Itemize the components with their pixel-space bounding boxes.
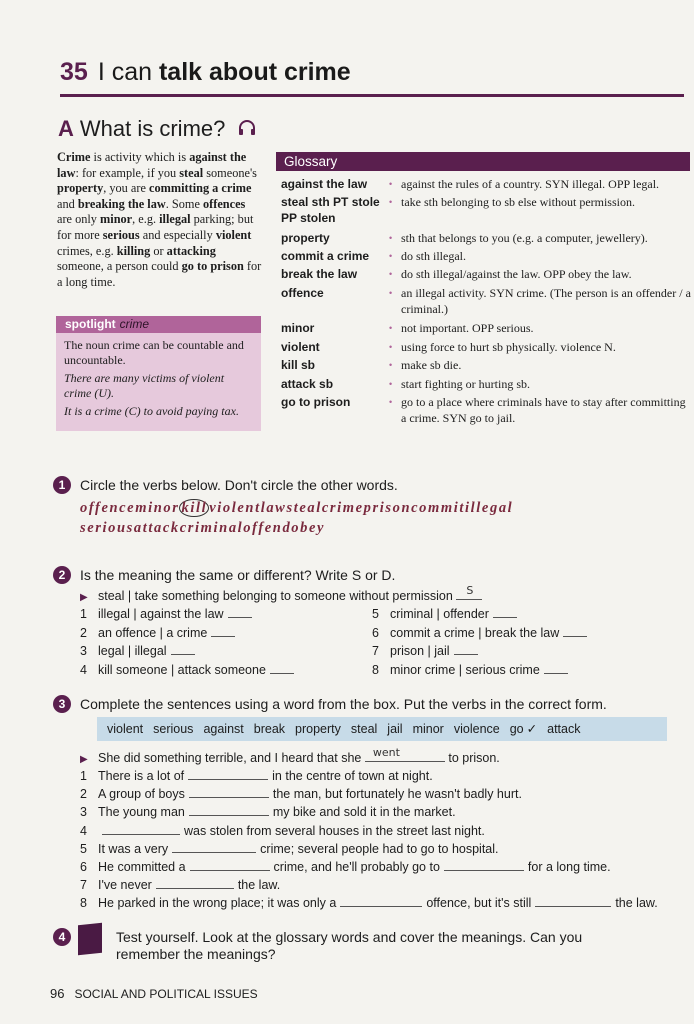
sentence-text: the law.: [237, 878, 281, 893]
example-arrow-icon: ▶: [80, 592, 88, 603]
item-text: prison | jail: [390, 644, 450, 658]
glossary-term: kill sb: [281, 358, 316, 372]
spotlight-line: The noun crime can be countable and uncountable.: [64, 338, 244, 367]
item-number: 1: [80, 607, 87, 621]
example-answer: S: [466, 584, 474, 597]
item-text: an offence | a crime: [98, 625, 208, 640]
intro-text: : for example, if you: [75, 165, 180, 180]
box-word: break: [253, 722, 286, 736]
answer-blank[interactable]: [535, 896, 611, 907]
bullet-icon: •: [389, 251, 393, 261]
example-text: steal | take something belonging to someone without permission: [98, 589, 453, 603]
key-term: breaking the law: [77, 196, 166, 211]
box-word: minor: [412, 722, 444, 736]
key-term: offences: [203, 196, 246, 211]
page-number: 96: [50, 986, 65, 1001]
unit-title-bold: talk about crime: [158, 58, 351, 86]
item-text: kill someone | attack someone: [98, 662, 266, 677]
exercise-4-instruction: Test yourself. Look at the glossary words and cover the meanings. Can you remember the meanings?: [116, 929, 583, 962]
glossary-definition: start fighting or hurting sb.: [401, 377, 530, 391]
section-a-title: [58, 116, 256, 143]
example-text-after: to prison.: [448, 751, 500, 765]
sentence-text: crime, and he'll probably go to: [273, 860, 440, 874]
item-number: 5: [80, 841, 87, 856]
key-term: steal: [179, 165, 204, 180]
glossary-definition: do sth illegal/against the law. OPP obey the law.: [401, 267, 632, 281]
sentence-text: crime; several people had to go to hospital.: [260, 841, 499, 856]
exercise-2-number: 2: [53, 566, 71, 584]
box-word: against: [203, 722, 244, 736]
exercise-3-item: [80, 841, 499, 857]
answer-blank[interactable]: [454, 644, 478, 655]
item-number: 3: [80, 805, 87, 820]
exercise-3-item: [80, 877, 280, 893]
glossary-definition: against the rules of a country. SYN illegal. OPP legal.: [401, 177, 660, 191]
key-term: illegal: [159, 212, 191, 227]
intro-text: are only: [57, 212, 101, 227]
exercise-2-item: [372, 625, 587, 641]
item-number: 6: [372, 625, 379, 640]
glossary-definition: do sth illegal.: [401, 249, 466, 263]
item-number: 5: [372, 607, 379, 621]
sentence-text: He committed a: [98, 860, 186, 874]
spotlight-body: [56, 333, 261, 424]
exercise-3-item: [80, 804, 456, 820]
exercise-3-item: [80, 859, 611, 875]
glossary-term: go to prison: [281, 395, 351, 409]
unit-title: [60, 58, 684, 86]
intro-text: or: [150, 243, 167, 258]
exercise-2-item: [80, 662, 294, 678]
glossary-definition: not important. OPP serious.: [401, 321, 534, 335]
tick-icon: ✓: [526, 722, 538, 736]
intro-text: someone, a person could: [57, 259, 182, 274]
glossary-definition: using force to hurt sb physically. violence N.: [401, 340, 616, 354]
answer-blank[interactable]: [444, 860, 524, 871]
sentence-text: in the centre of town at night.: [272, 769, 433, 783]
exercise-3-item: [80, 786, 522, 802]
answer-blank[interactable]: [270, 663, 294, 674]
intro-text: for a long time.: [57, 259, 262, 289]
word-snake-part: offenceminor: [80, 500, 180, 516]
key-term: go to prison: [181, 259, 244, 274]
exercise-2-item: [372, 643, 478, 659]
intro-text: and: [57, 196, 78, 211]
key-term: minor: [100, 212, 133, 227]
exercise-3-item: [80, 823, 485, 839]
intro-text: and especially: [139, 227, 216, 242]
bullet-icon: •: [389, 233, 393, 243]
key-term: Crime: [57, 150, 91, 164]
spotlight-word: crime: [119, 317, 149, 331]
exercise-4-number: 4: [53, 928, 71, 946]
box-word: go: [509, 722, 524, 736]
circled-word[interactable]: kill: [181, 500, 208, 516]
intro-text: crimes, e.g.: [57, 243, 117, 258]
answer-blank[interactable]: [189, 787, 269, 798]
glossary-definition: make sb die.: [401, 358, 462, 372]
sentence-text: I've never: [98, 878, 152, 893]
box-word: property: [295, 722, 341, 736]
glossary-term: minor: [281, 321, 315, 335]
exercise-2-example: [80, 584, 482, 606]
item-number: 4: [80, 662, 87, 677]
section-letter: A: [58, 116, 74, 141]
key-term: against the law: [57, 150, 247, 180]
exercise-1-instruction: Circle the verbs below. Don't circle the other words.: [80, 477, 398, 493]
intro-paragraph: [57, 150, 263, 290]
box-word: steal: [350, 722, 378, 736]
item-number: 2: [80, 787, 87, 802]
sentence-text: was stolen from several houses in the street last night.: [184, 823, 485, 838]
sentence-text: offence, but it's still: [426, 896, 532, 911]
section-title: What is crime?: [79, 116, 226, 141]
item-text: minor crime | serious crime: [390, 662, 540, 677]
sentence-text: It was a very: [98, 841, 169, 856]
answer-blank[interactable]: [228, 607, 252, 618]
item-number: 8: [80, 896, 87, 911]
unit-number: 35: [60, 58, 88, 86]
word-snake-part: violentlawstealcrimeprisoncommitillegal: [209, 500, 514, 516]
intro-text: . Some: [165, 196, 203, 211]
exercise-3-item: [80, 895, 658, 911]
answer-blank[interactable]: [211, 626, 235, 637]
intro-text: parking; but for more: [57, 212, 254, 242]
key-term: killing: [116, 243, 151, 258]
header-divider: [60, 94, 684, 97]
glossary-header: Glossary: [276, 152, 690, 171]
bullet-icon: •: [389, 379, 393, 389]
exercise-2-instruction: Is the meaning the same or different? Write S or D.: [80, 567, 396, 583]
answer-blank[interactable]: [102, 824, 180, 835]
example-answer-blank: [365, 746, 445, 762]
item-number: 7: [372, 644, 379, 658]
sentence-text: for a long time.: [527, 860, 611, 874]
answer-blank[interactable]: [190, 860, 270, 871]
footer-section: SOCIAL AND POLITICAL ISSUES: [74, 987, 258, 1001]
spotlight-label: spotlight: [65, 317, 116, 331]
glossary-term: commit a crime: [281, 249, 370, 263]
answer-blank[interactable]: [493, 607, 517, 618]
item-number: 4: [80, 823, 87, 838]
intro-text: someone's: [203, 165, 257, 180]
notebook-icon: [78, 923, 102, 956]
example-answer: went: [372, 746, 400, 759]
exercise-2-item: [80, 606, 252, 622]
headphones-icon: [238, 117, 256, 143]
key-term: committing a crime: [149, 181, 252, 196]
exercise-2-item: [80, 643, 195, 659]
unit-header: [60, 58, 684, 86]
page-footer: [50, 986, 258, 1001]
glossary-definition: an illegal activity. SYN crime. (The person is an offender / a criminal.): [401, 286, 691, 316]
item-number: 7: [80, 878, 87, 893]
glossary-term: against the law: [281, 177, 368, 191]
key-term: property: [57, 181, 104, 196]
bullet-icon: •: [389, 342, 393, 352]
exercise-3-example: [80, 746, 500, 768]
sentence-text: the man, but fortunately he wasn't badly hurt.: [272, 787, 522, 802]
item-number: 8: [372, 662, 379, 677]
sentence-text: The young man: [98, 805, 185, 820]
item-text: commit a crime | break the law: [390, 625, 560, 640]
item-number: 3: [80, 644, 87, 658]
key-term: violent: [215, 227, 252, 242]
exercise-2-item: [372, 606, 517, 622]
word-box: [97, 717, 667, 741]
sentence-text: the law.: [615, 896, 658, 911]
answer-blank[interactable]: [340, 896, 422, 907]
answer-blank[interactable]: [156, 878, 234, 889]
spotlight-example: It is a crime (C) to avoid paying tax.: [64, 404, 239, 418]
example-answer-blank: [456, 584, 482, 600]
unit-title-prefix: I can: [97, 58, 153, 86]
bullet-icon: •: [389, 197, 393, 207]
exercise-3-number: 3: [53, 695, 71, 713]
exercise-3-item: [80, 768, 433, 784]
answer-blank[interactable]: [188, 769, 268, 780]
answer-blank[interactable]: [171, 644, 195, 655]
item-number: 1: [80, 769, 87, 783]
sentence-text: A group of boys: [98, 787, 185, 802]
item-text: illegal | against the law: [98, 607, 224, 621]
glossary-term: break the law: [281, 267, 358, 281]
answer-blank[interactable]: [563, 626, 587, 637]
bullet-icon: •: [389, 397, 393, 407]
intro-text: is activity which is: [90, 150, 190, 164]
example-text-before: She did something terrible, and I heard that she: [98, 751, 362, 765]
item-text: legal | illegal: [98, 644, 167, 658]
glossary-definition: go to a place where criminals have to stay after committing a crime. SYN go to jail.: [401, 395, 686, 425]
box-word: violence: [453, 722, 500, 736]
exercise-1-number: 1: [53, 476, 71, 494]
key-term: attacking: [166, 243, 216, 258]
exercise-2-item: [80, 625, 235, 641]
word-snake-line-1: [80, 500, 513, 517]
bullet-icon: •: [389, 269, 393, 279]
spotlight-example: There are many victims of violent crime (U).: [64, 371, 225, 400]
answer-blank[interactable]: [544, 663, 568, 674]
box-word: violent: [107, 722, 144, 736]
box-word: jail: [387, 722, 403, 736]
glossary-definition: take sth belonging to sb else without permission.: [401, 195, 635, 209]
box-word: attack: [547, 722, 581, 736]
glossary-term: steal sth PT stole PP stolen: [281, 195, 380, 225]
item-number: 2: [80, 625, 87, 640]
sentence-text: He parked in the wrong place; it was only a: [98, 896, 337, 911]
answer-blank[interactable]: [172, 842, 256, 853]
spotlight-header: [56, 316, 261, 333]
bullet-icon: •: [389, 323, 393, 333]
sentence-text: my bike and sold it in the market.: [272, 805, 456, 820]
intro-text: , e.g.: [132, 212, 160, 227]
exercise-3-instruction: Complete the sentences using a word from the box. Put the verbs in the correct form.: [80, 696, 607, 712]
bullet-icon: •: [389, 288, 393, 298]
glossary-term: offence: [281, 286, 324, 300]
glossary-term: property: [281, 231, 330, 245]
intro-text: , you are: [103, 181, 149, 196]
sentence-text: There is a lot of: [98, 769, 185, 783]
glossary-term: attack sb: [281, 377, 334, 391]
example-arrow-icon: ▶: [80, 754, 88, 765]
glossary-definition: sth that belongs to you (e.g. a computer, jewellery).: [401, 231, 648, 245]
glossary-term: violent: [281, 340, 320, 354]
item-number: 6: [80, 860, 87, 874]
box-word: serious: [153, 722, 194, 736]
answer-blank[interactable]: [189, 805, 269, 816]
key-term: serious: [102, 227, 140, 242]
item-text: criminal | offender: [390, 607, 489, 621]
bullet-icon: •: [389, 179, 393, 189]
exercise-2-item: [372, 662, 568, 678]
spotlight-box: [56, 316, 261, 431]
bullet-icon: •: [389, 360, 393, 370]
word-snake-line-2: seriousattackcriminaloffendobey: [80, 520, 326, 536]
